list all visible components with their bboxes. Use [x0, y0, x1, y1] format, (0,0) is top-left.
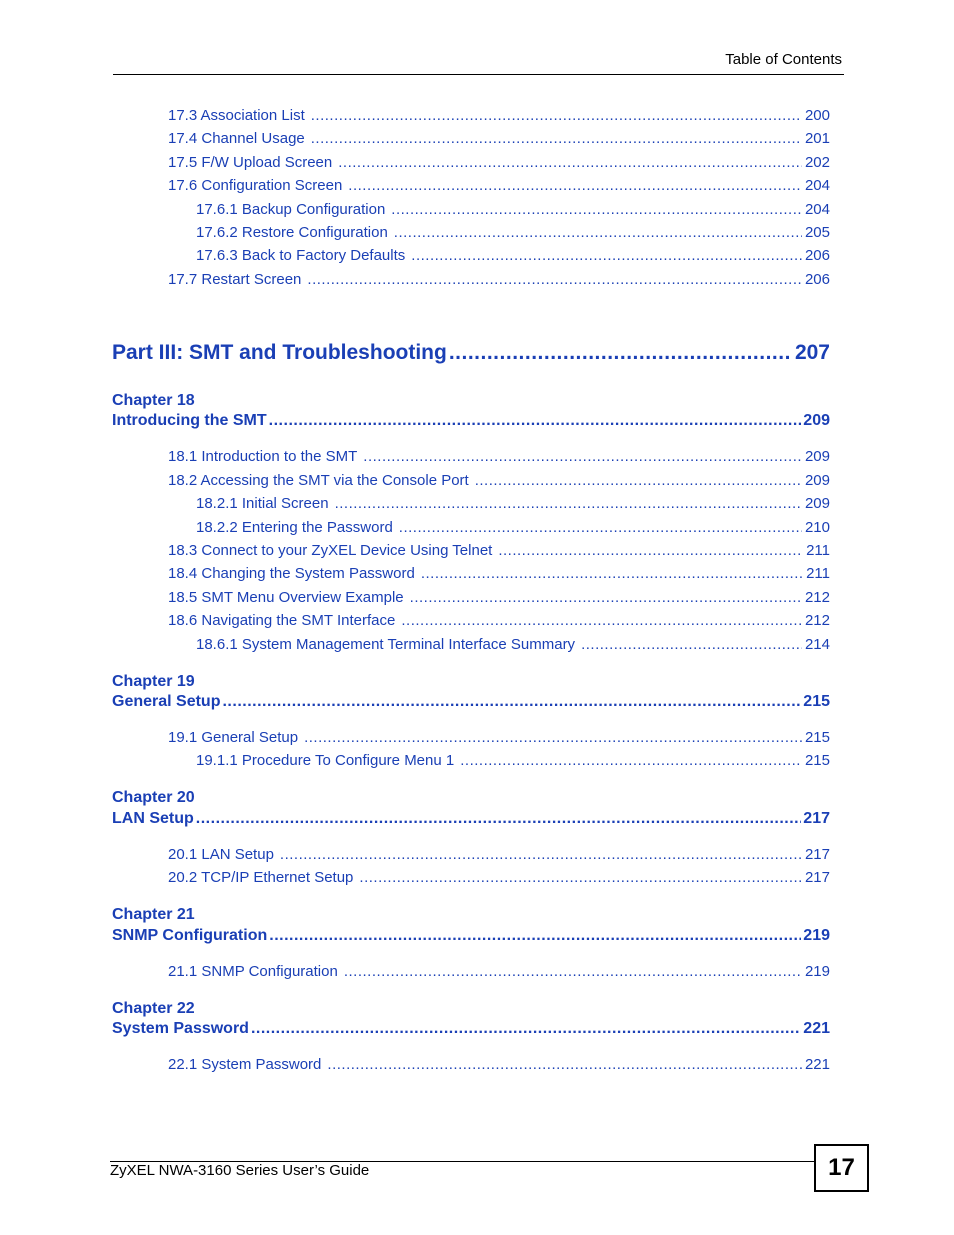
toc-entry-text: 17.6 Configuration Screen [168, 177, 343, 194]
toc-entry[interactable] [168, 1056, 830, 1073]
toc-entry-page: 214 [804, 636, 830, 653]
toc-entry-text: 18.2 Accessing the SMT via the Console Port [168, 472, 469, 489]
toc-entry-page: 209 [804, 495, 830, 512]
leader-dots [498, 542, 803, 559]
part-page: 207 [794, 341, 830, 364]
toc-entry-text: 19.1.1 Procedure To Configure Menu 1 [196, 752, 455, 769]
chapter-heading[interactable] [112, 810, 830, 828]
toc-entry-text: 17.3 Association List [168, 107, 305, 124]
page-number: 17 [828, 1154, 855, 1181]
toc-entry-page: 211 [806, 542, 830, 559]
toc-entry[interactable] [168, 963, 830, 980]
toc-entry-page: 204 [804, 177, 830, 194]
toc-entry[interactable] [168, 130, 830, 147]
leader-dots [348, 177, 802, 194]
toc-entry[interactable] [168, 448, 830, 465]
chapter-page: 209 [803, 412, 830, 429]
toc-entry[interactable] [168, 565, 830, 582]
chapter-title: Introducing the SMT [112, 412, 267, 429]
toc-entry[interactable] [196, 495, 830, 512]
toc-entry-page: 210 [804, 519, 830, 536]
toc-entry[interactable] [168, 542, 830, 559]
toc-entry[interactable] [196, 247, 830, 264]
leader-dots [269, 412, 802, 430]
chapter-label: Chapter 18 [112, 392, 195, 409]
toc-entry-text: 19.1 General Setup [168, 729, 299, 746]
toc-entry-page: 221 [804, 1056, 830, 1073]
chapter-label: Chapter 22 [112, 1000, 195, 1017]
leader-dots [251, 1020, 801, 1038]
leader-dots [280, 846, 802, 863]
chapter-title: SNMP Configuration [112, 927, 268, 944]
chapter-heading[interactable] [112, 1020, 830, 1038]
toc-entry-page: 206 [804, 271, 830, 288]
toc-entry-text: 18.1 Introduction to the SMT [168, 448, 358, 465]
toc-entry[interactable] [168, 472, 830, 489]
chapter-page: 215 [803, 693, 830, 710]
leader-dots [311, 130, 802, 147]
toc-entry-page: 201 [804, 130, 830, 147]
leader-dots [338, 154, 802, 171]
leader-dots [399, 519, 802, 536]
toc-entry-text: 18.5 SMT Menu Overview Example [168, 589, 404, 606]
toc-entry-text: 17.7 Restart Screen [168, 271, 302, 288]
toc-entry[interactable] [196, 224, 830, 241]
toc-entry[interactable] [168, 271, 830, 288]
toc-entry-page: 212 [804, 612, 830, 629]
toc-entry[interactable] [168, 589, 830, 606]
leader-dots [335, 495, 802, 512]
toc-entry[interactable] [168, 177, 830, 194]
toc-entry-page: 217 [804, 846, 830, 863]
chapter-heading[interactable] [112, 927, 830, 945]
toc-entry[interactable] [196, 636, 830, 653]
leader-dots [307, 271, 802, 288]
toc-entry-text: 17.6.1 Backup Configuration [196, 201, 386, 218]
toc-entry-text: 17.6.3 Back to Factory Defaults [196, 247, 406, 264]
toc-entry[interactable] [196, 201, 830, 218]
toc-entry[interactable] [196, 752, 830, 769]
page-number-box [814, 1144, 869, 1192]
toc-entry[interactable] [168, 612, 830, 629]
part-title: Part III: SMT and Troubleshooting [112, 341, 447, 364]
leader-dots [411, 247, 802, 264]
leader-dots [421, 565, 803, 582]
toc-entry-text: 20.2 TCP/IP Ethernet Setup [168, 869, 354, 886]
toc-entry-page: 204 [804, 201, 830, 218]
toc-entry-text: 18.6 Navigating the SMT Interface [168, 612, 396, 629]
toc-entry-text: 18.6.1 System Management Terminal Interface Summary [196, 636, 576, 653]
toc-entry-page: 209 [804, 448, 830, 465]
leader-dots [475, 472, 802, 489]
toc-entry-text: 18.2.1 Initial Screen [196, 495, 329, 512]
toc-entry-text: 22.1 System Password [168, 1056, 322, 1073]
chapter-title: System Password [112, 1020, 249, 1037]
toc-entry-page: 217 [804, 869, 830, 886]
toc-entry[interactable] [168, 729, 830, 746]
leader-dots [311, 107, 802, 124]
leader-dots [304, 729, 802, 746]
chapter-page: 219 [803, 927, 830, 944]
toc-entry-page: 212 [804, 589, 830, 606]
leader-dots [363, 448, 802, 465]
toc-entry-text: 21.1 SNMP Configuration [168, 963, 338, 980]
toc-entry[interactable] [196, 519, 830, 536]
header-title: Table of Contents [725, 51, 842, 68]
chapter-title: General Setup [112, 693, 221, 710]
leader-dots [401, 612, 802, 629]
toc-entry[interactable] [168, 154, 830, 171]
chapter-label: Chapter 20 [112, 789, 195, 806]
leader-dots [196, 810, 802, 828]
leader-dots [410, 589, 802, 606]
leader-dots [344, 963, 802, 980]
header-rule [113, 74, 844, 75]
toc-entry-page: 205 [804, 224, 830, 241]
chapter-heading[interactable] [112, 412, 830, 430]
part-heading[interactable] [112, 341, 830, 365]
chapter-page: 221 [803, 1020, 830, 1037]
chapter-heading[interactable] [112, 693, 830, 711]
toc-entry-text: 17.5 F/W Upload Screen [168, 154, 333, 171]
leader-dots [449, 341, 789, 365]
leader-dots [394, 224, 802, 241]
leader-dots [359, 869, 802, 886]
chapter-label: Chapter 19 [112, 673, 195, 690]
toc-entry-text: 18.4 Changing the System Password [168, 565, 415, 582]
footer-guide-title: ZyXEL NWA-3160 Series User’s Guide [110, 1162, 370, 1179]
leader-dots [460, 752, 802, 769]
toc-entry-page: 206 [804, 247, 830, 264]
toc-entry-page: 211 [806, 565, 830, 582]
toc-entry-page: 202 [804, 154, 830, 171]
toc-entry[interactable] [168, 846, 830, 863]
toc-entry-page: 215 [804, 729, 830, 746]
toc-entry-text: 18.3 Connect to your ZyXEL Device Using Telnet [168, 542, 493, 559]
leader-dots [581, 636, 802, 653]
toc-entry-page: 219 [804, 963, 830, 980]
toc-entry-page: 200 [804, 107, 830, 124]
leader-dots [327, 1056, 802, 1073]
leader-dots [391, 201, 802, 218]
chapter-label: Chapter 21 [112, 906, 195, 923]
toc-entry-text: 18.2.2 Entering the Password [196, 519, 393, 536]
toc-entry[interactable] [168, 869, 830, 886]
leader-dots [222, 693, 801, 711]
toc-entry-text: 20.1 LAN Setup [168, 846, 274, 863]
chapter-page: 217 [803, 810, 830, 827]
toc-entry-page: 215 [804, 752, 830, 769]
toc-entry-text: 17.6.2 Restore Configuration [196, 224, 388, 241]
chapter-title: LAN Setup [112, 810, 194, 827]
toc-entry-text: 17.4 Channel Usage [168, 130, 305, 147]
toc-entry[interactable] [168, 107, 830, 124]
toc-entry-page: 209 [804, 472, 830, 489]
leader-dots [269, 927, 801, 945]
